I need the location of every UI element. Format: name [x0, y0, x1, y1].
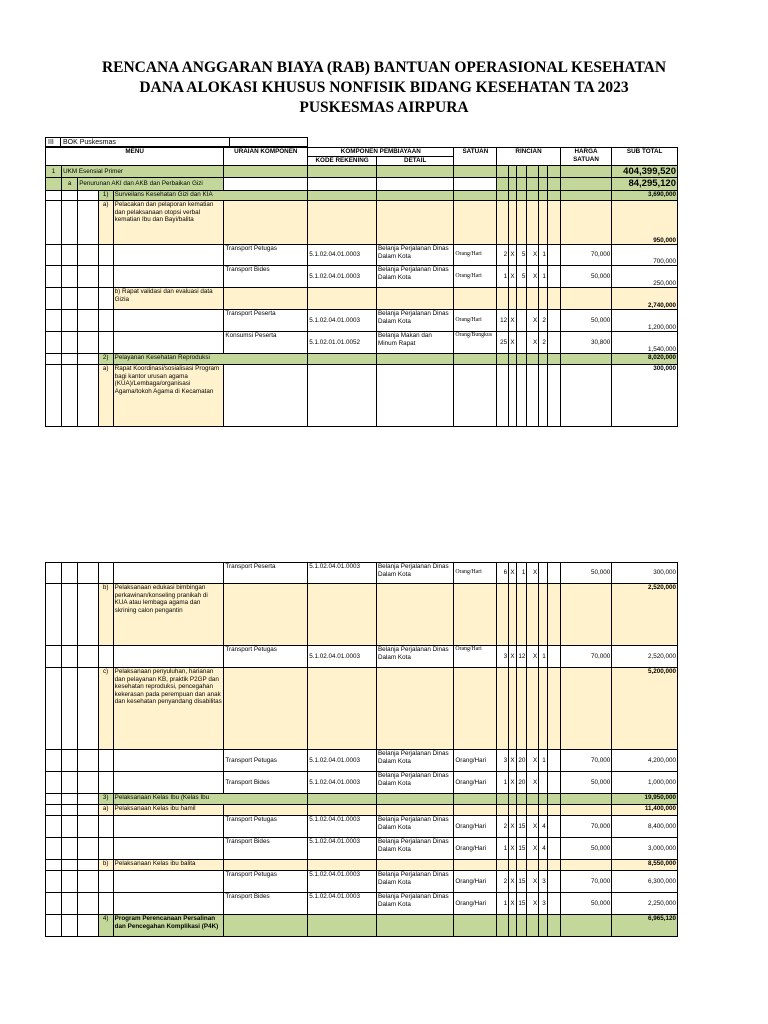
- header-rincian: RINCIAN: [497, 148, 560, 166]
- table-row: Transport Petugas 5.1.02.04.01.0003 Belanja Perjalanan Dinas Dalam Kota Orang/Hari 2 X 5 X 1 70,000 700,000: [46, 245, 678, 266]
- table-row: Transport Petugas 5.1.02.04.01.0003 Belanja Perjalanan Dinas Dalam Kota Orang/Hari 3 X 20 X 1 70,000 4,200,000: [46, 750, 678, 772]
- section-empty-cell: [229, 137, 308, 147]
- table-row: a Penurunan AKI dan AKB dan Perbaikan Gizi 84,295,120: [46, 178, 678, 191]
- table-row: Transport Peserta 5.1.02.04.01.0003 Belanja Perjalanan Dinas Dalam Kota Orang/Hari 12 X X 2 50,000 1,200,000: [46, 310, 678, 332]
- table-row: 3) Pelaksanaan Kelas Ibu (Kelas Ibu 19,950,000: [46, 794, 678, 805]
- title-line-2: DANA ALOKASI KHUSUS NONFISIK BIDANG KESEHATAN TA 2023: [139, 79, 629, 96]
- table-row: 2) Pelayanan Kesehatan Reproduksi 8,020,000: [46, 354, 678, 365]
- table-row: Transport Bides 5.1.02.04.01.0003 Belanja Perjalanan Dinas Dalam Kota Orang/Hari 1 X 15 X 4 50,000 3,000,000: [46, 838, 678, 860]
- header-komponen: KOMPONEN PEMBIAYAAN: [308, 148, 454, 157]
- table-row: b) Pelaksanaan edukasi bimbingan perkawinan/konseling pranikah di KUA atau lembaga agama dan skrining calon pengantin 2,520,000: [46, 584, 678, 646]
- table-row: Transport Bides 5.1.02.04.01.0003 Belanja Perjalanan Dinas Dalam Kota Orang/Hari 1 X 5 X 1 50,000 250,000: [46, 266, 678, 288]
- table-row: Transport Peserta 5.1.02.04.01.0003 Belanja Perjalanan Dinas Dalam Kota Orang/Hari 6 X 1 X 50,000 300,000: [46, 563, 678, 584]
- header-detail: DETAIL: [376, 157, 453, 166]
- table-row: Konsumsi Peserta 5.1.02.01.01.0052 Belanja Makan dan Minum Rapat Orang/Bungkus 25 X X 2 30,800 1,540,000: [46, 332, 678, 354]
- table-row: 4) Program Perencanaan Persalinan dan Pencegahan Komplikasi (P4K) 6,965,120: [46, 915, 678, 937]
- table-row: Transport Petugas 5.1.02.04.01.0003 Belanja Perjalanan Dinas Dalam Kota Orang/Hari 2 X 15 X 4 70,000 8,400,000: [46, 816, 678, 838]
- header-harga: HARGA SATUAN: [560, 148, 612, 166]
- table-row: b) Rapat validasi dan evaluasi data Gizia 2,740,000: [46, 288, 678, 310]
- title-line-1: RENCANA ANGGARAN BIAYA (RAB) BANTUAN OPERASIONAL KESEHATAN: [101, 59, 667, 76]
- table-row: a) Rapat Koordinasi/sosialisasi Program bagi kantor urusan agama (KUA)/Lembaga/organisasi Agama/tokoh Agama di Kecamatan 300,000: [46, 365, 678, 427]
- table-row: 1) Surveilans Kesehatan Gizi dan KIA 3,690,000: [46, 191, 678, 201]
- table-row: c) Pelaksanaan penyuluhan, harianan dan pelayanan KB, praktik P2GP dan kesehatan reproduksi, pencegahan kekerasan pada perempuan dan anak dan kesehatan penyandang disabilitas 5,200,000: [46, 668, 678, 750]
- table-row: Transport Bides 5.1.02.04.01.0003 Belanja Perjalanan Dinas Dalam Kota Orang/Hari 1 X 20 X 50,000 1,000,000: [46, 772, 678, 794]
- budget-table-top: [45, 147, 678, 427]
- header-satuan: SATUAN: [454, 148, 497, 166]
- header-menu: MENU: [46, 148, 224, 166]
- document-title: [0, 58, 768, 118]
- table-row: 1 UKM Esensial Primer 404,399,520: [46, 166, 678, 178]
- header-kode: KODE REKENING: [308, 157, 377, 166]
- table-row: Transport Petugas 5.1.02.04.01.0003 Belanja Perjalanan Dinas Dalam Kota Orang/Hari 2 X 15 X 3 70,000 6,300,000: [46, 871, 678, 893]
- table-row: Transport Bides 5.1.02.04.01.0003 Belanja Perjalanan Dinas Dalam Kota Orang/Hari 1 X 15 X 3 50,000 2,250,000: [46, 893, 678, 915]
- header-uraian: URAIAN KOMPONEN: [224, 148, 308, 166]
- header-row-1: [46, 148, 678, 157]
- section-number: III: [45, 137, 61, 147]
- table-row: Transport Petugas 5.1.02.04.01.0003 Belanja Perjalanan Dinas Dalam Kota Orang/Hari 3 X 12 X 1 70,000 2,520,000: [46, 646, 678, 668]
- section-label: BOK Puskesmas: [60, 137, 230, 147]
- budget-table-bottom: [45, 562, 678, 937]
- table-row: a) Pelaksanaan Kelas ibu hamil 11,400,000: [46, 805, 678, 816]
- title-line-3: PUSKESMAS AIRPURA: [299, 99, 469, 116]
- table-row: b) Pelaksanaan Kelas ibu balita 8,550,000: [46, 860, 678, 871]
- header-subtotal: SUB TOTAL: [612, 148, 678, 166]
- table-row: a) Pelacakan dan pelaporan kematian dan pelaksanaan otopsi verbal kematian Ibu dan Bayi/balita 950,000: [46, 201, 678, 245]
